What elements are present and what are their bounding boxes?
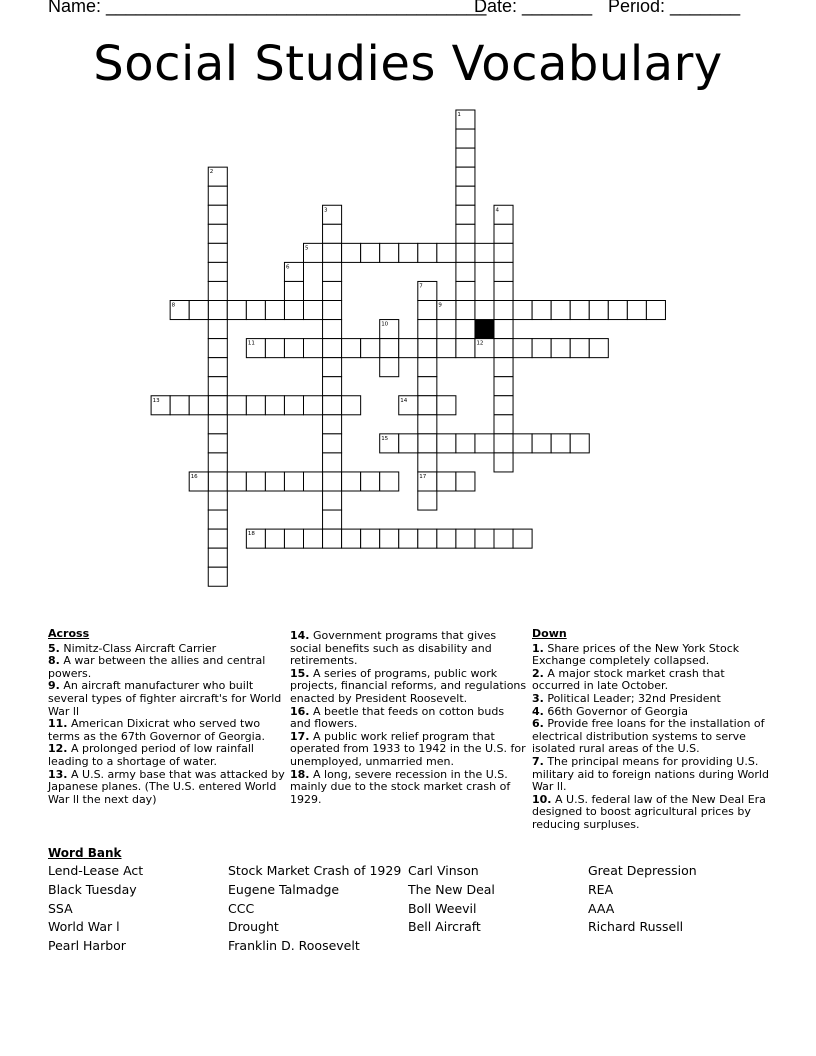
grid-cell[interactable] [589, 339, 608, 358]
grid-cell[interactable] [208, 529, 227, 548]
grid-cell[interactable] [380, 339, 399, 358]
grid-cell[interactable] [342, 396, 361, 415]
word-bank-item: Pearl Harbor [48, 938, 126, 954]
grid-cell[interactable] [399, 243, 418, 262]
grid-cell[interactable] [475, 243, 494, 262]
word-bank-item: REA [588, 881, 614, 897]
clue-number: 13 [152, 397, 160, 404]
grid-cell[interactable] [304, 301, 323, 320]
down-clues [532, 628, 770, 832]
word-bank-item: Carl Vinson [408, 863, 479, 878]
grid-cell[interactable] [494, 301, 513, 320]
grid-cell[interactable] [208, 510, 227, 529]
clue-item [48, 743, 286, 768]
grid-cell[interactable] [513, 301, 532, 320]
word-bank-item: AAA [588, 900, 615, 916]
clue-text: A major stock market crash that occurred in late October. [532, 666, 725, 693]
clue-number-label: 12. [48, 742, 68, 756]
clue-item [532, 794, 770, 832]
grid-cell[interactable] [323, 320, 342, 339]
clue-number-label: 6. [532, 717, 544, 731]
grid-cell[interactable] [456, 186, 475, 205]
clue-number: 15 [381, 435, 389, 442]
clue-item [48, 680, 286, 718]
across-clues [48, 628, 286, 806]
grid-cell[interactable] [323, 453, 342, 472]
grid-cell[interactable] [284, 281, 303, 300]
grid-cell[interactable] [418, 529, 437, 548]
clue-text: A beetle that feeds on cotton buds and flowers. [290, 704, 505, 731]
grid-cell[interactable] [494, 339, 513, 358]
word-bank-item: CCC [228, 900, 255, 916]
grid-cell[interactable] [361, 339, 380, 358]
clue-number-label: 18. [290, 767, 310, 781]
grid-cell[interactable] [361, 243, 380, 262]
grid-cell[interactable] [494, 434, 513, 453]
clue-item [532, 668, 770, 693]
grid-cell[interactable] [342, 243, 361, 262]
period-field[interactable]: Period: _______ [608, 0, 741, 16]
grid-cell[interactable] [456, 224, 475, 243]
grid-cell[interactable] [646, 301, 665, 320]
grid-cell[interactable] [456, 129, 475, 148]
grid-cell[interactable] [513, 434, 532, 453]
word-bank-item: Franklin D. Roosevelt [228, 938, 360, 954]
grid-cell[interactable] [380, 243, 399, 262]
grid-cell[interactable] [304, 529, 323, 548]
grid-cell[interactable] [323, 262, 342, 281]
grid-cell[interactable] [551, 301, 570, 320]
clue-text: A public work relief program that operated from 1933 to 1942 in the U.S. for unemployed, unmarried men. [290, 729, 526, 768]
grid-cell[interactable] [227, 301, 246, 320]
grid-cell[interactable] [475, 434, 494, 453]
date-field[interactable]: Date: _______ [474, 0, 593, 16]
grid-cell[interactable] [551, 434, 570, 453]
grid-cell[interactable] [208, 339, 227, 358]
clue-item [532, 643, 770, 668]
clue-number-label: 5. [48, 641, 60, 655]
clue-item [290, 706, 528, 731]
grid-cell[interactable] [437, 529, 456, 548]
grid-cell[interactable] [208, 224, 227, 243]
grid-cell[interactable] [418, 453, 437, 472]
grid-cell[interactable] [323, 529, 342, 548]
clue-text: A U.S. army base that was attacked by Japanese planes. (The U.S. entered World War ll the next day) [48, 767, 285, 806]
word-bank-item: Great Depression [588, 863, 697, 878]
grid-cell[interactable] [456, 301, 475, 320]
grid-cell[interactable] [437, 396, 456, 415]
word-bank-item: Drought [228, 919, 279, 935]
clue-number: 1 [457, 112, 461, 118]
grid-cell[interactable] [323, 339, 342, 358]
clue-text: An aircraft manufacturer who built several types of fighter aircraft's for World War ll [48, 679, 282, 718]
clue-number-label: 10. [532, 792, 552, 806]
grid-cell[interactable] [456, 529, 475, 548]
grid-cell[interactable] [323, 415, 342, 434]
word-bank-item: Boll Weevil [408, 900, 477, 916]
grid-cell[interactable] [399, 434, 418, 453]
clue-number-label: 7. [532, 754, 544, 768]
clue-text: Share prices of the New York Stock Exchange completely collapsed. [532, 641, 740, 668]
grid-cell[interactable] [361, 472, 380, 491]
grid-cell[interactable] [342, 472, 361, 491]
grid-cell[interactable] [323, 434, 342, 453]
grid-cell[interactable] [456, 472, 475, 491]
grid-cell[interactable] [323, 396, 342, 415]
clue-item [48, 655, 286, 680]
blocked-cell [475, 320, 494, 339]
grid-cell[interactable] [208, 491, 227, 510]
clue-number: 12 [476, 340, 484, 347]
grid-cell[interactable] [418, 377, 437, 396]
grid-cell[interactable] [456, 281, 475, 300]
grid-cell[interactable] [208, 358, 227, 377]
grid-cell[interactable] [380, 529, 399, 548]
grid-cell[interactable] [323, 281, 342, 300]
grid-cell[interactable] [456, 320, 475, 339]
clue-item [290, 769, 528, 807]
grid-cell[interactable] [418, 415, 437, 434]
grid-cell[interactable] [494, 396, 513, 415]
grid-cell[interactable] [456, 167, 475, 186]
clue-number-label: 14. [290, 629, 310, 642]
grid-cell[interactable] [418, 491, 437, 510]
grid-cell[interactable] [494, 243, 513, 262]
grid-cell[interactable] [361, 529, 380, 548]
clue-item [290, 630, 528, 668]
grid-cell[interactable] [456, 205, 475, 224]
grid-cell[interactable] [418, 396, 437, 415]
clue-number: 14 [400, 397, 408, 404]
grid-cell[interactable] [284, 339, 303, 358]
grid-cell[interactable] [456, 148, 475, 167]
clue-text: A long, severe recession in the U.S. mainly due to the stock market crash of 1929. [290, 767, 511, 806]
grid-cell[interactable] [608, 301, 627, 320]
grid-cell[interactable] [208, 396, 227, 415]
grid-cell[interactable] [208, 186, 227, 205]
across-clues-continued [290, 630, 528, 806]
grid-cell[interactable] [399, 339, 418, 358]
grid-cell[interactable] [208, 548, 227, 567]
grid-cell[interactable] [532, 301, 551, 320]
grid-cell[interactable] [189, 396, 208, 415]
grid-cell[interactable] [208, 377, 227, 396]
grid-cell[interactable] [437, 434, 456, 453]
grid-cell[interactable] [304, 472, 323, 491]
word-bank-item: The New Deal [408, 881, 495, 897]
clue-number-label: 16. [290, 704, 310, 718]
grid-cell[interactable] [208, 262, 227, 281]
grid-cell[interactable] [456, 339, 475, 358]
grid-cell[interactable] [246, 472, 265, 491]
grid-cell[interactable] [570, 434, 589, 453]
clue-item [532, 756, 770, 794]
clue-number: 2 [209, 169, 214, 176]
word-bank-item: Bell Aircraft [408, 919, 481, 935]
grid-cell[interactable] [532, 434, 551, 453]
clue-number-label: 9. [48, 679, 60, 693]
grid-cell[interactable] [437, 472, 456, 491]
clue-number: 9 [438, 302, 442, 309]
grid-cell[interactable] [265, 339, 284, 358]
grid-cell[interactable] [189, 301, 208, 320]
grid-cell[interactable] [227, 396, 246, 415]
grid-cell[interactable] [342, 529, 361, 548]
grid-cell[interactable] [323, 358, 342, 377]
grid-cell[interactable] [284, 301, 303, 320]
grid-cell[interactable] [456, 262, 475, 281]
clue-number: 5 [305, 245, 309, 252]
word-bank-item: Richard Russell [588, 919, 684, 935]
grid-cell[interactable] [323, 491, 342, 510]
grid-cell[interactable] [208, 281, 227, 300]
clue-number: 17 [419, 473, 427, 480]
grid-cell[interactable] [513, 339, 532, 358]
grid-cell[interactable] [494, 262, 513, 281]
grid-cell[interactable] [475, 529, 494, 548]
grid-cell[interactable] [494, 415, 513, 434]
down-heading: Down [532, 627, 567, 640]
grid-cell[interactable] [475, 301, 494, 320]
clue-number-label: 4. [532, 704, 544, 718]
word-bank-item: World War l [48, 919, 120, 935]
clue-number: 10 [381, 321, 389, 328]
clue-number: 7 [419, 283, 423, 290]
grid-cell[interactable] [323, 377, 342, 396]
grid-cell[interactable] [246, 301, 265, 320]
grid-cell[interactable] [418, 434, 437, 453]
clue-item [290, 668, 528, 706]
grid-cell[interactable] [418, 339, 437, 358]
grid-cell[interactable] [208, 453, 227, 472]
clue-number-label: 8. [48, 654, 60, 668]
grid-cell[interactable] [380, 358, 399, 377]
grid-cell[interactable] [265, 396, 284, 415]
clue-number-label: 3. [532, 691, 544, 705]
grid-cell[interactable] [627, 301, 646, 320]
clue-number: 8 [171, 302, 176, 309]
grid-cell[interactable] [208, 415, 227, 434]
grid-cell[interactable] [208, 205, 227, 224]
word-bank-item: Lend-Lease Act [48, 863, 144, 878]
grid-cell[interactable] [418, 301, 437, 320]
clue-text: A prolonged period of low rainfall leading to a shortage of water. [48, 742, 254, 768]
clue-text: A series of programs, public work projects, financial reforms, and regulations enacted by President Roosevelt. [290, 666, 527, 705]
grid-cell[interactable] [532, 339, 551, 358]
grid-cell[interactable] [227, 472, 246, 491]
grid-cell[interactable] [304, 396, 323, 415]
grid-cell[interactable] [494, 377, 513, 396]
grid-cell[interactable] [323, 510, 342, 529]
clue-number-label: 2. [532, 666, 544, 680]
grid-cell[interactable] [284, 396, 303, 415]
word-bank-item: Black Tuesday [48, 881, 137, 897]
grid-cell[interactable] [304, 339, 323, 358]
grid-cell[interactable] [323, 224, 342, 243]
grid-cell[interactable] [494, 453, 513, 472]
clue-item [290, 731, 528, 769]
clue-number-label: 17. [290, 729, 310, 743]
clue-text: A U.S. federal law of the New Deal Era designed to boost agricultural prices by reducing surpluses. [532, 792, 766, 831]
grid-cell[interactable] [456, 434, 475, 453]
grid-cell[interactable] [323, 472, 342, 491]
word-bank-item: Stock Market Crash of 1929 [228, 863, 402, 878]
grid-cell[interactable] [399, 529, 418, 548]
grid-cell[interactable] [437, 339, 456, 358]
word-bank-item: Eugene Talmadge [228, 881, 340, 897]
grid-cell[interactable] [208, 320, 227, 339]
clue-number: 16 [190, 473, 198, 480]
grid-cell[interactable] [323, 301, 342, 320]
clue-number-label: 11. [48, 717, 68, 731]
word-bank-heading: Word Bank [48, 846, 122, 860]
clue-number: 4 [495, 207, 499, 214]
grid-cell[interactable] [380, 472, 399, 491]
grid-cell[interactable] [418, 243, 437, 262]
grid-cell[interactable] [208, 472, 227, 491]
grid-cell[interactable] [494, 529, 513, 548]
grid-cell[interactable] [265, 472, 284, 491]
grid-cell[interactable] [284, 529, 303, 548]
clue-number-label: 15. [290, 666, 310, 680]
clue-number-label: 13. [48, 767, 68, 781]
grid-cell[interactable] [494, 320, 513, 339]
grid-cell[interactable] [589, 301, 608, 320]
grid-cell[interactable] [208, 567, 227, 586]
clue-item [48, 718, 286, 743]
grid-cell[interactable] [570, 339, 589, 358]
clue-text: The principal means for providing U.S. military aid to foreign nations during World War ll. [532, 754, 769, 794]
grid-cell[interactable] [494, 358, 513, 377]
clue-item [48, 769, 286, 807]
grid-cell[interactable] [513, 529, 532, 548]
grid-cell[interactable] [456, 243, 475, 262]
grid-cell[interactable] [551, 339, 570, 358]
grid-cell[interactable] [418, 320, 437, 339]
grid-cell[interactable] [265, 301, 284, 320]
clue-text: 66th Governor of Georgia [543, 704, 688, 718]
clue-text: Nimitz-Class Aircraft Carrier [59, 641, 217, 655]
grid-cell[interactable] [246, 396, 265, 415]
clue-item [532, 718, 770, 756]
word-bank-item: SSA [48, 900, 73, 916]
name-field[interactable]: Name: ______________________________________ [48, 0, 487, 16]
grid-cell[interactable] [342, 339, 361, 358]
clue-text: A war between the allies and central powers. [48, 654, 266, 680]
clue-text: Government programs that gives social benefits such as disability and retirements. [290, 629, 497, 668]
grid-cell[interactable] [170, 396, 189, 415]
grid-cell[interactable] [323, 243, 342, 262]
clue-number: 3 [324, 207, 328, 214]
grid-cell[interactable] [437, 243, 456, 262]
page-title: Social Studies Vocabulary [93, 36, 723, 92]
grid-cell[interactable] [208, 434, 227, 453]
grid-cell[interactable] [208, 301, 227, 320]
clue-number: 18 [247, 531, 255, 538]
grid-cell[interactable] [208, 243, 227, 262]
clue-number: 6 [285, 264, 290, 271]
grid-cell[interactable] [494, 224, 513, 243]
grid-cell[interactable] [494, 281, 513, 300]
grid-cell[interactable] [284, 472, 303, 491]
grid-cell[interactable] [418, 358, 437, 377]
clue-text: Provide free loans for the installation of electrical distribution systems to serve isolated rural areas of the U.S. [532, 717, 765, 756]
grid-cell[interactable] [570, 301, 589, 320]
grid-cell[interactable] [265, 529, 284, 548]
clue-number-label: 1. [532, 641, 544, 655]
clue-number: 11 [247, 340, 255, 347]
clue-text: American Dixicrat who served two terms as the 67th Governor of Georgia. [48, 717, 265, 743]
clue-text: Political Leader; 32nd President [543, 691, 721, 705]
across-heading: Across [48, 627, 90, 640]
